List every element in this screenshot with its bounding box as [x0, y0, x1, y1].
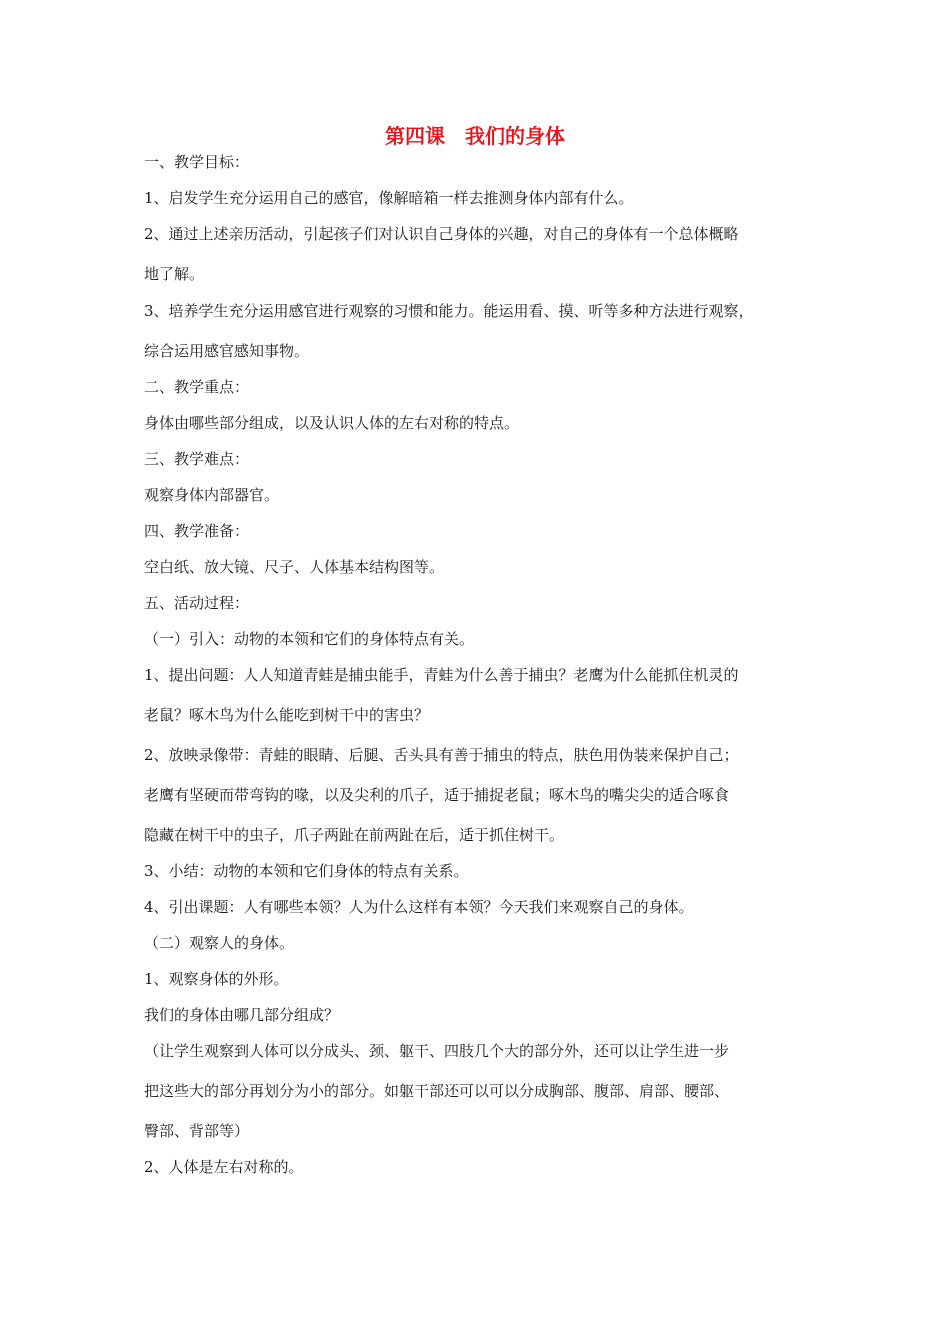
- paragraph-line: 3、小结：动物的本领和它们身体的特点有关系。: [144, 862, 469, 880]
- paragraph-line: 老鼠？啄木鸟为什么能吃到树干中的害虫？: [144, 706, 430, 724]
- paragraph-line: （让学生观察到人体可以分成头、颈、躯干、四肢几个大的部分外，还可以让学生进一步: [144, 1042, 730, 1060]
- heading-difficulties: 三、教学难点：: [144, 450, 250, 468]
- heading-activity-process: 五、活动过程：: [144, 594, 250, 612]
- paragraph-line: 观察身体内部器官。: [144, 486, 280, 504]
- paragraph-line: 老鹰有坚硬而带弯钩的喙，以及尖利的爪子，适于捕捉老鼠；啄木鸟的嘴尖尖的适合啄食: [144, 786, 730, 804]
- paragraph-line: 4、引出课题：人有哪些本领？人为什么这样有本领？今天我们来观察自己的身体。: [144, 898, 694, 916]
- paragraph-line: 我们的身体由哪几部分组成？: [144, 1006, 340, 1024]
- paragraph-line: 2、通过上述亲历活动，引起孩子们对认识自己身体的兴趣，对自己的身体有一个总体概略: [144, 225, 739, 243]
- heading-objectives: 一、教学目标：: [144, 153, 250, 171]
- paragraph-line: 身体由哪些部分组成，以及认识人体的左右对称的特点。: [144, 414, 520, 432]
- paragraph-line: 地了解。: [144, 265, 205, 283]
- subheading-introduction: （一）引入：动物的本领和它们的身体特点有关。: [144, 630, 475, 648]
- heading-preparation: 四、教学准备：: [144, 522, 250, 540]
- paragraph-line: 1、提出问题：人人知道青蛙是捕虫能手，青蛙为什么善于捕虫？老鹰为什么能抓住机灵的: [144, 666, 739, 684]
- paragraph-line: 2、放映录像带：青蛙的眼睛、后腿、舌头具有善于捕虫的特点，肤色用伪装来保护自己；: [144, 746, 739, 764]
- paragraph-line: 空白纸、放大镜、尺子、人体基本结构图等。: [144, 558, 445, 576]
- page-title: 第四课 我们的身体: [385, 124, 565, 148]
- paragraph-line: 臀部、背部等）: [144, 1122, 250, 1140]
- paragraph-line: 综合运用感官感知事物。: [144, 342, 310, 360]
- paragraph-line: 隐藏在树干中的虫子，爪子两趾在前两趾在后，适于抓住树干。: [144, 826, 565, 844]
- heading-key-points: 二、教学重点：: [144, 378, 250, 396]
- paragraph-line: 3、培养学生充分运用感官进行观察的习惯和能力。能运用看、摸、听等多种方法进行观察，: [144, 302, 754, 320]
- paragraph-line: 1、启发学生充分运用自己的感官，像解暗箱一样去推测身体内部有什么。: [144, 189, 634, 207]
- paragraph-line: 把这些大的部分再划分为小的部分。如躯干部还可以可以分成胸部、腹部、肩部、腰部、: [144, 1082, 730, 1100]
- paragraph-line: 2、人体是左右对称的。: [144, 1158, 304, 1176]
- subheading-observe-body: （二）观察人的身体。: [144, 934, 295, 952]
- paragraph-line: 1、观察身体的外形。: [144, 970, 289, 988]
